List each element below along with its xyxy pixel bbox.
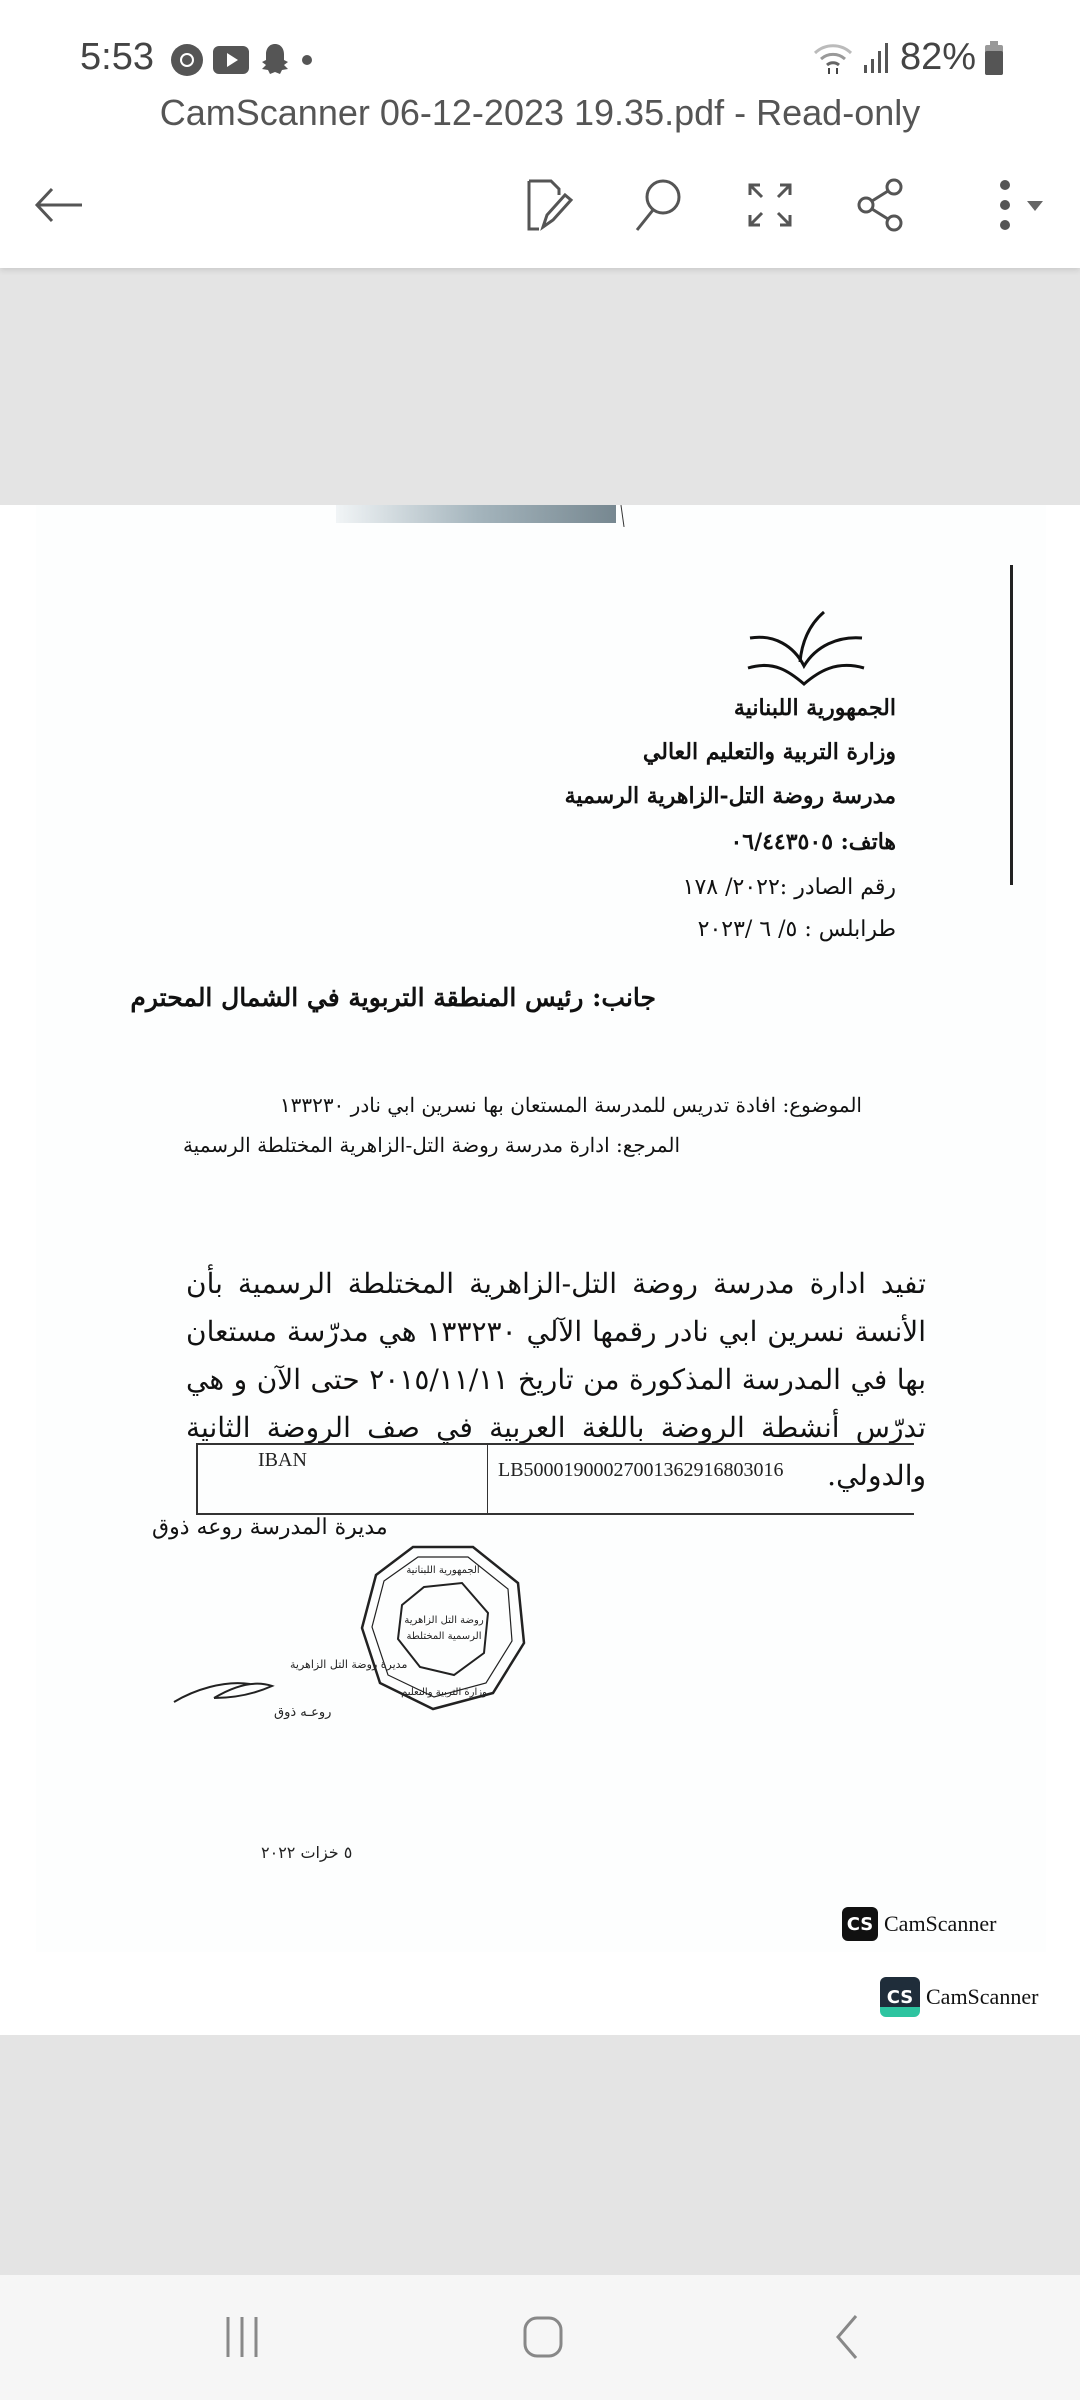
fullscreen-icon (746, 181, 794, 229)
back-arrow-icon (32, 183, 88, 227)
iban-label: IBAN (258, 1449, 307, 1471)
home-button[interactable] (503, 2305, 583, 2369)
battery-icon (984, 40, 1004, 76)
letterhead-place-date: طرابلس : ٥/ ٦ /٢٠٢٣ (697, 917, 896, 942)
school-stamp-icon (358, 1543, 528, 1713)
svg-text:الجمهورية اللبنانية: الجمهورية اللبنانية (406, 1565, 480, 1576)
scan-edge-artifact (336, 505, 616, 523)
viewer-toolbar (0, 170, 1080, 240)
recent-apps-button[interactable] (202, 2305, 282, 2369)
letter-body: تفيد ادارة مدرسة روضة التل-الزاهرية المختلطة الرسمية بأن الأنسة نسرين ابي نادر رقمها الآلي ١٣٣٢٣٠ هي مدرّسة مستعان بها في المدرسة المذكورة من تاريخ ٢٠١٥/١١/١١ حتى الآن و هي تدرّس أنشطة الروضة باللغة العربية في صف الروضة الثانية والدولي. (186, 1267, 926, 1492)
camscanner-logo-icon: CS (842, 1907, 878, 1941)
letterhead-ministry: وزارة التربية والتعليم العالي (642, 739, 896, 765)
system-icons (812, 36, 1004, 79)
youtube-icon (212, 44, 250, 76)
wifi-icon (812, 41, 854, 75)
iban-table (196, 1443, 914, 1515)
iban-value: LB50001900027001362916803016 (498, 1459, 784, 1481)
director-name: مديرة المدرسة روعه ذوق (152, 1515, 388, 1540)
scan-edge-line (620, 505, 624, 527)
iban-label-cell (196, 1445, 488, 1513)
search-icon (631, 177, 685, 233)
letterhead-republic: الجمهورية اللبنانية (733, 695, 896, 721)
camscanner-watermark-scan (842, 1907, 996, 1941)
notification-icons (170, 42, 314, 78)
letter-subject: الموضوع: افادة تدريس للمدرسة المستعان بها نسرين ابي نادر ١٣٣٢٣٠ (279, 1093, 862, 1117)
scanned-letter (36, 505, 1046, 1952)
letterhead-phone: هاتف: ٠٦/٤٤٣٥٠٥ (730, 829, 896, 855)
footer-note: ٥ خزات ٢٠٢٢ (261, 1843, 353, 1862)
document-title: CamScanner 06-12-2023 19.35.pdf - Read-only (159, 92, 921, 133)
pdf-page[interactable] (0, 505, 1080, 2035)
camscanner-watermark-text: CamScanner (884, 1911, 997, 1936)
fullscreen-button[interactable] (735, 170, 805, 240)
camscanner-watermark-text: CamScanner (926, 1984, 1039, 2009)
ministry-logo-icon (744, 610, 870, 692)
signal-icon (862, 41, 892, 75)
recent-apps-icon (222, 2315, 262, 2359)
letterhead-school: مدرسة روضة التل-الزاهرية الرسمية (564, 783, 896, 809)
edit-document-icon (523, 177, 573, 233)
signature-icon (154, 1650, 408, 1740)
letterhead-ref-number: رقم الصادر :٢٠٢٢/ ١٧٨ (682, 875, 896, 900)
back-button[interactable] (25, 170, 95, 240)
svg-text:الرسمية المختلطة: الرسمية المختلطة (406, 1631, 482, 1642)
battery-percent: 82% (899, 36, 976, 78)
status-time: 5:53 (80, 36, 154, 78)
camscanner-logo-icon: CS (880, 1977, 920, 2017)
document-viewer[interactable] (0, 268, 1080, 2275)
share-button[interactable] (846, 170, 916, 240)
status-bar (0, 30, 1080, 90)
more-options-button[interactable] (975, 170, 1065, 240)
svg-text:مديرة روضة التل الزاهرية: مديرة روضة التل الزاهرية (290, 1658, 408, 1671)
back-icon (832, 2314, 862, 2360)
svg-text:وزارة التربية والتعليم: وزارة التربية والتعليم (401, 1687, 487, 1698)
snapchat-icon (258, 42, 292, 78)
chrome-icon (170, 43, 204, 77)
share-icon (856, 177, 906, 233)
home-icon (521, 2315, 565, 2359)
more-options-icon (985, 177, 1055, 233)
system-nav-bar (0, 2275, 1080, 2400)
camscanner-watermark-page (880, 1977, 1038, 2017)
back-nav-button[interactable] (807, 2305, 887, 2369)
letter-reference: المرجع: ادارة مدرسة روضة التل-الزاهرية المختلطة الرسمية (182, 1133, 680, 1157)
svg-text:روضة التل الزاهرية: روضة التل الزاهرية (404, 1615, 484, 1626)
more-notifications-dot (300, 53, 314, 67)
letter-addressee: جانب: رئيس المنطقة التربوية في الشمال المحترم (130, 983, 656, 1012)
edit-button[interactable] (513, 170, 583, 240)
svg-text:روعـه ذوق: روعـه ذوق (274, 1705, 332, 1720)
search-button[interactable] (623, 170, 693, 240)
margin-rule (1010, 565, 1013, 885)
app-bar (0, 0, 1080, 268)
